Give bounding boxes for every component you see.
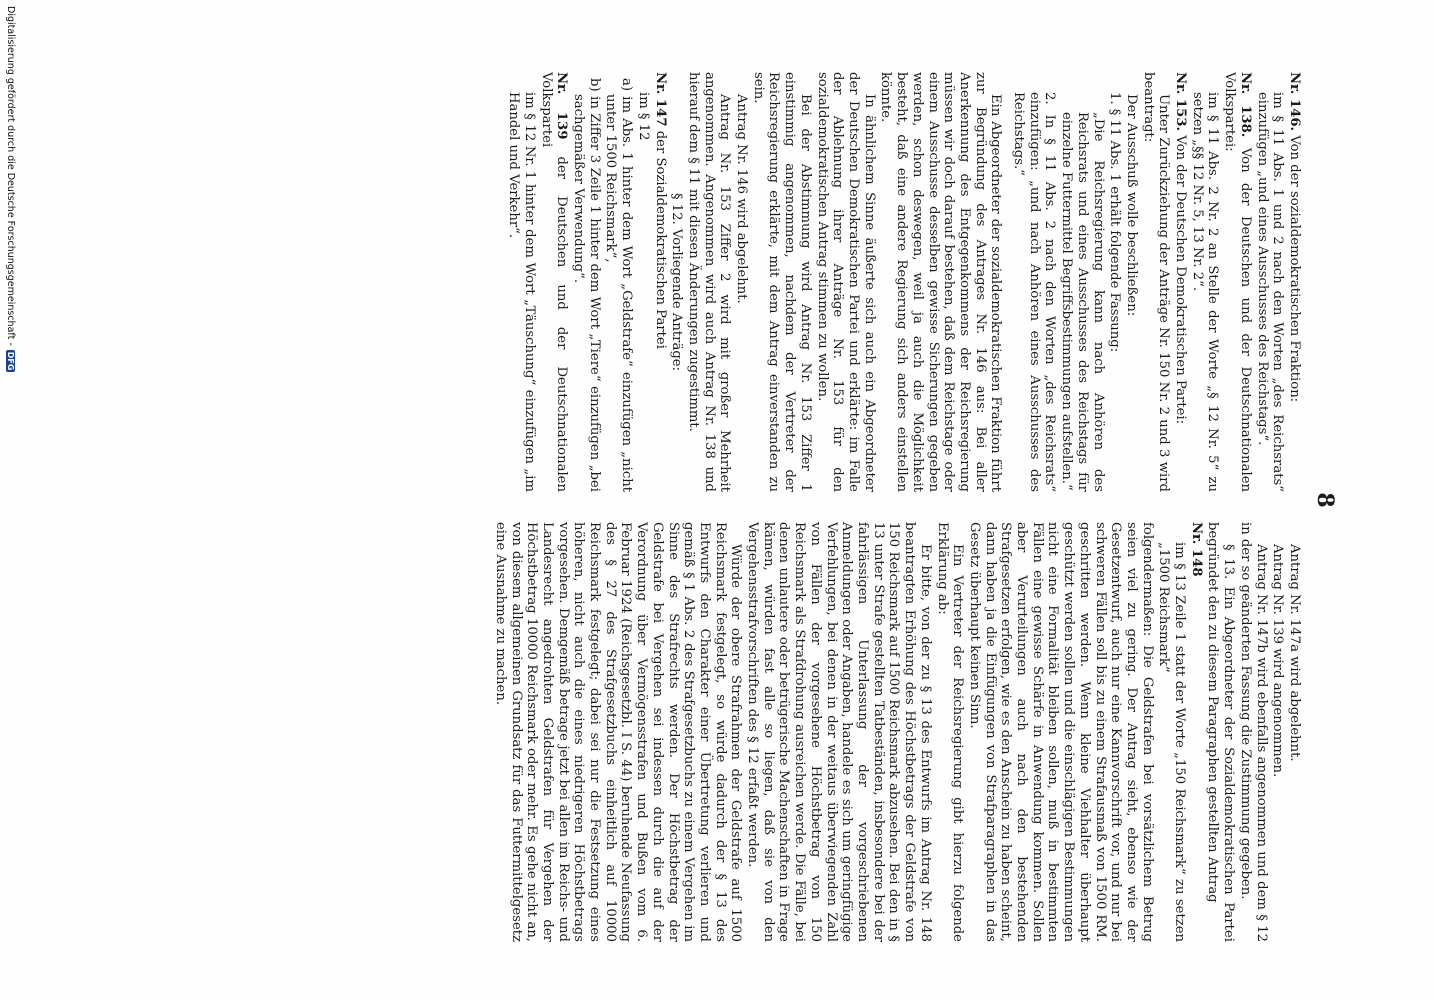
paragraph <box>733 72 749 492</box>
paragraph-text: Von der sozialdemokratischen Fraktion: <box>1287 135 1302 403</box>
paragraph <box>814 72 877 492</box>
paragraph <box>1286 72 1302 492</box>
motion-number: Nr. 138. <box>1237 72 1253 138</box>
paragraph-text: Unter Zurückziehung der Anträge Nr. 150 Nr. 2 und 3 wird beantragt: <box>1140 72 1172 492</box>
paragraph-text: im § 12 Nr. 1 hinter dem Wort „Täuschung“ einzufügen „im Handel und Verkehr“. <box>506 92 537 492</box>
motion-number: Nr. 148 <box>1188 522 1204 577</box>
paragraph-text: § 13. Ein Abgeordneter der Sozialdemokratischen Partei begründet den zu diesem Paragraphen gestellten Antrag <box>1205 522 1237 942</box>
paragraph <box>1172 72 1188 492</box>
paragraph-text: Ein Vertreter der Reichsregierung gibt hierzu folgende Erklärung ab: <box>934 522 966 942</box>
paragraph-text: Würde der obere Strafrahmen der Geldstrafe auf 1500 Reichsmark festgelegt, so würde dadurch der § 13 des Entwurfs den Charakter einer Übertretung verlieren und gemäß § 1 Abs. 2 des Strafgesetzbuchs zu einem Vergehen im Sinne des Strafrechts werden. Der Höchstbetrag der Geldstrafe bei Vergehen sei indessen durch die auf der Verordnung über Vermögensstrafen und Bußen vom 6. Februar 1924 (Reichsgesetzbl. I S. 44) beruhende Neufassung des § 27 des Strafgesetzbuchs einheitlich auf 10000 Reichsmark festgelegt; dabei sei nur die Festsetzung eines höheren, nicht auch die eines niedrigeren Höchstbetrags vorgesehen. Demgemäß betrage jetzt bei allen im Reichs- und Landesrecht angedrohten Geldstrafen für Vergehen der Höchstbetrag 10000 Reichsmark oder mehr. Es gehe nicht an, von diesem allgemeinen Grundsatz für das Futtermittelgesetz eine Ausnahme zu machen. <box>492 522 744 942</box>
paragraph-text: 1. § 11 Abs. 1 erhält folgende Fassung: <box>1107 92 1123 353</box>
footer-text: Digitalisierung gefördert durch die Deutsche Forschungsgemeinschaft - <box>5 6 16 346</box>
paragraph <box>934 522 965 942</box>
paragraph <box>492 522 743 942</box>
paragraph-text: Antrag Nr. 139 wird angenommen. <box>1270 544 1286 778</box>
paragraph <box>538 72 569 492</box>
right-column <box>491 522 1302 942</box>
paragraph-text: der Sozialdemokratischen Partei <box>652 130 668 349</box>
paragraph <box>635 72 651 492</box>
paragraph <box>685 72 732 492</box>
paragraph-text: Antrag Nr. 153 Ziffer 2 wird mit großer Mehrheit angenommen. Angenommen wird auch Antrag Nr. 138 und hierauf dem § 11 mit diesen Änderungen zugestimmt. <box>685 72 733 492</box>
paragraph-text: im § 12 <box>635 92 651 141</box>
paragraph <box>1286 522 1302 942</box>
paragraph-text: § 12. Vorliegende Anträge: <box>669 192 685 372</box>
paragraph <box>1254 72 1285 492</box>
motion-number: Nr. 147 <box>652 72 668 127</box>
paragraph-text: Bei der Abstimmung wird Antrag Nr. 153 Ziffer 1 einstimmig angenommen, nachdem der Vertreter der Reichsregierung erklärte, mit dem Antrag einverstanden zu sein. <box>750 72 813 492</box>
paragraph-text: Ein Abgeordneter der sozialdemokratischen Fraktion führt zur Begründung des Antrages Nr. 146 aus: Bei aller Anerkennung des Entgegenkommens der Reichsregierung müssen wir doch darauf bestehen, daß dem Reichstage oder einem Ausschusse desselben gewisse Sicherungen gegeben werden, schon deswegen, weil ja auch die Möglichkeit besteht, daß eine andere Regierung sich anders einstellen könnte. <box>878 72 1004 492</box>
paragraph-text: Er bitte, von der zu § 13 des Entwurfs im Antrag Nr. 148 beantragten Erhöhung des Höchstbetrags der Geldstrafe von 150 Reichsmark auf 1500 Reichsmark abzusehen. Bei den in § 13 unter Strafe gestellten Tatbeständen, insbesondere bei der fahrlässigen Unterlassung der vorgeschriebenen Anmeldungen oder Angaben, handele es sich um geringfügige Verfehlungen, bei denen in der weitaus überwiegenden Zahl von Fällen der vorgesehene Höchstbetrag von 150 Reichsmark als Strafdrohung ausreichen werde. Die Fälle, bei denen unlautere oder betrügerische Machenschaften in Frage kämen, würden fast alle so liegen, daß sie von den Vergehensstrafvorschriften des § 12 erfaßt werden. <box>745 522 933 942</box>
dfg-logo: DFG <box>6 351 15 371</box>
paragraph-text: Von der Deutschen und der Deutschnationalen Volkspartei: <box>1222 72 1253 492</box>
paragraph <box>878 72 1004 492</box>
paragraph <box>1107 72 1123 492</box>
motion-number: Nr. 139 <box>554 72 570 140</box>
paragraph <box>570 72 601 492</box>
paragraph <box>1189 72 1220 492</box>
paragraph <box>1140 72 1171 492</box>
paragraph-text: Antrag Nr. 146 wird abgelehnt. <box>734 94 750 304</box>
paragraph-text: „Die Reichsregierung kann nach Anhören des Reichsrats und eines Ausschusses des Reichstags für einzelne Futtermittel Begriffsbestimmungen aufstellen.“ <box>1059 112 1106 492</box>
left-column <box>505 72 1302 492</box>
paragraph-gap <box>1003 72 1009 492</box>
paragraph <box>750 72 813 492</box>
paragraph <box>669 72 685 492</box>
paragraph-text: In ähnlichem Sinne äußerte sich auch ein Abgeordneter der Deutschen Demokratischen Partei und erklärte: im Falle der Ablehnung ihrer Anträge Nr. 153 für den sozialdemokratischen Antrag stimmen zu wollen. <box>814 72 877 492</box>
paragraph <box>652 72 668 492</box>
motion-number: Nr. 153. <box>1173 72 1189 132</box>
paragraph-text: a) im Abs. 1 hinter dem Wort „Geldstrafe“ einzufügen „nicht unter 1500 Reichsmark“, <box>603 78 635 492</box>
digitization-footer <box>5 6 16 372</box>
paragraph-text: im § 11 Abs. 2 Nr. 2 an Stelle der Worte „§ 12 Nr. 5“ zu setzen „§§ 12 Nr. 5, 13 Nr. 2“. <box>1189 92 1221 492</box>
paragraph <box>744 522 932 942</box>
paragraph <box>603 72 634 492</box>
page-number: 8 <box>1312 492 1338 508</box>
paragraph-text: der Deutschen und der Deutschnationalen Volkspartei <box>538 72 570 492</box>
paragraph <box>1188 522 1204 942</box>
paragraph <box>1205 522 1236 942</box>
paragraph-text: Antrag Nr. 147b wird ebenfalls angenommen und dem § 12 in der so geänderten Fassung die Zustimmung gegeben. <box>1237 522 1269 942</box>
paragraph <box>1156 522 1187 942</box>
paragraph-text: im § 11 Abs. 1 und 2 nach den Worten „des Reichsrats“ einzufügen „und eines Ausschusses des Reichstags“. <box>1254 92 1286 492</box>
paragraph <box>1058 72 1105 492</box>
motion-number: Nr. 146. <box>1287 72 1302 132</box>
paragraph <box>1237 522 1268 942</box>
paragraph-text: Der Ausschuß wolle beschließen: <box>1123 94 1139 317</box>
paragraph <box>966 522 1154 942</box>
paragraph-text: b) in Ziffer 3 Zeile 1 hinter dem Wort „Tiere“ einzufügen „bei sachgemäßer Verwendung“. <box>571 78 602 492</box>
paragraph-text: Antrag Nr. 147a wird abgelehnt. <box>1287 544 1302 762</box>
paragraph-text: Von der Deutschen Demokratischen Partei: <box>1173 135 1189 425</box>
paragraph <box>1270 522 1286 942</box>
paragraph <box>1010 72 1057 492</box>
paragraph <box>1221 72 1252 492</box>
paragraph-text: folgendermaßen: Die Geldstrafen bei vorsätzlichem Betrug seien viel zu gering. Der Antrag sieht, ebenso wie der Gesetzentwurf, auch nur eine Kannvorschrift vor, und nur bei schweren Fällen soll bis zu einem Strafausmaß von 1500 RM. geschritten werden. Wenn kleine Viehhalter überhaupt geschützt werden sollen und die einschlägigen Bestimmungen nicht eine Formalität bleiben sollen, muß in bestimmten Fällen eine gewisse Schärfe in Anwendung kommen. Sollen aber Verurteilungen auch nach den bestehenden Strafgesetzen erfolgen, wie es den Anschein zu haben scheint, dann haben ja die Einfügungen von Strafparagraphen in das Gesetz überhaupt keinen Sinn. <box>966 522 1155 942</box>
paragraph-text: 2. In § 11 Abs. 2 nach den Worten „des Reichsrats“ einzufügen: „und nach Anhören eines Ausschusses des Reichstags.“ <box>1011 92 1058 492</box>
paragraph <box>1123 72 1139 492</box>
paragraph <box>506 72 537 492</box>
paragraph-text: im § 13 Zeile 1 statt der Worte „150 Reichsmark“ zu setzen „1500 Reichsmark“ <box>1156 542 1188 942</box>
